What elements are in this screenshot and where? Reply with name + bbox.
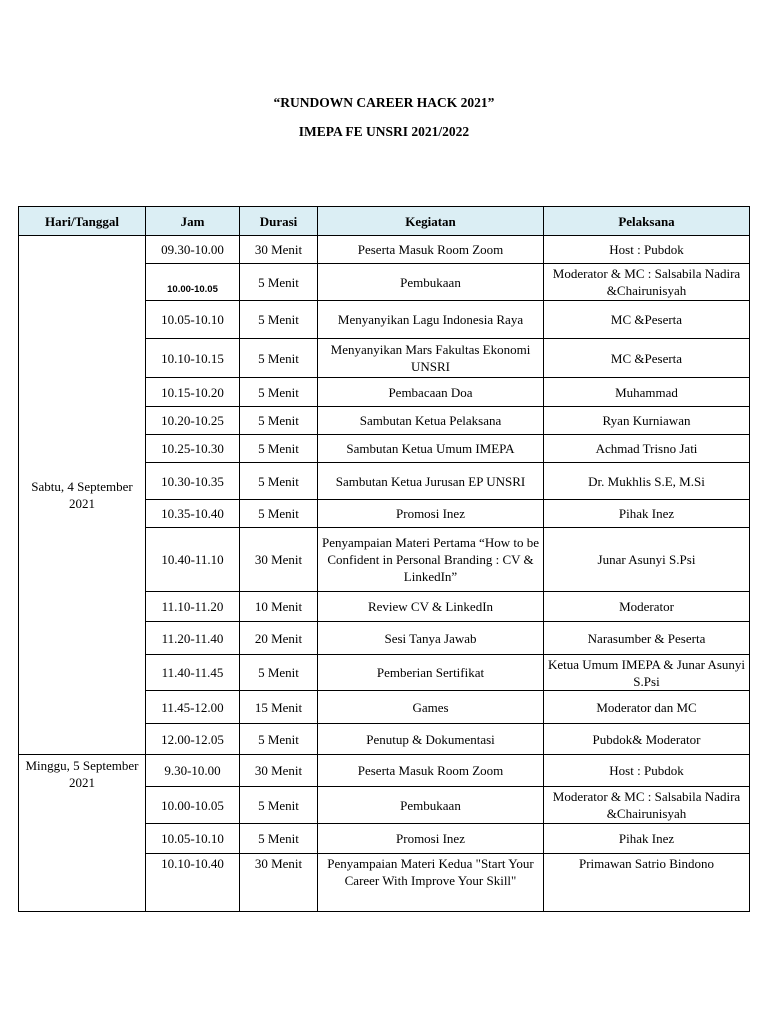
durasi-cell: 30 Menit xyxy=(240,528,318,592)
durasi-cell: 5 Menit xyxy=(240,378,318,407)
durasi-cell: 5 Menit xyxy=(240,407,318,435)
pelaksana-cell: Ketua Umum IMEPA & Junar Asunyi S.Psi xyxy=(544,655,750,691)
kegiatan-cell: Pembukaan xyxy=(318,787,544,824)
kegiatan-cell: Menyanyikan Lagu Indonesia Raya xyxy=(318,301,544,339)
durasi-cell: 5 Menit xyxy=(240,301,318,339)
durasi-cell: 5 Menit xyxy=(240,463,318,500)
jam-cell: 12.00-12.05 xyxy=(146,724,240,755)
kegiatan-cell: Sambutan Ketua Umum IMEPA xyxy=(318,435,544,463)
durasi-cell: 5 Menit xyxy=(240,339,318,378)
date-cell: Minggu, 5 September 2021 xyxy=(19,755,146,912)
pelaksana-cell: Junar Asunyi S.Psi xyxy=(544,528,750,592)
jam-cell: 09.30-10.00 xyxy=(146,236,240,264)
kegiatan-cell: Penyampaian Materi Kedua "Start Your Career With Improve Your Skill" xyxy=(318,854,544,912)
jam-text: 10.00-10.05 xyxy=(167,283,218,295)
pelaksana-cell: Host : Pubdok xyxy=(544,236,750,264)
jam-cell: 10.05-10.10 xyxy=(146,824,240,854)
pelaksana-cell: Achmad Trisno Jati xyxy=(544,435,750,463)
column-header-hari-tanggal: Hari/Tanggal xyxy=(19,207,146,236)
pelaksana-cell: Narasumber & Peserta xyxy=(544,622,750,655)
table-row xyxy=(19,236,750,264)
durasi-cell: 30 Menit xyxy=(240,236,318,264)
durasi-cell: 5 Menit xyxy=(240,500,318,528)
jam-cell: 11.10-11.20 xyxy=(146,592,240,622)
durasi-cell: 5 Menit xyxy=(240,264,318,301)
jam-cell: 10.25-10.30 xyxy=(146,435,240,463)
kegiatan-cell: Pemberian Sertifikat xyxy=(318,655,544,691)
table-header-row xyxy=(19,207,750,236)
pelaksana-cell: Moderator & MC : Salsabila Nadira &Chairunisyah xyxy=(544,264,750,301)
kegiatan-cell: Peserta Masuk Room Zoom xyxy=(318,236,544,264)
kegiatan-cell: Sambutan Ketua Pelaksana xyxy=(318,407,544,435)
document-title: “RUNDOWN CAREER HACK 2021” xyxy=(273,95,495,110)
pelaksana-cell: MC &Peserta xyxy=(544,301,750,339)
pelaksana-cell: Pihak Inez xyxy=(544,824,750,854)
document-subtitle: IMEPA FE UNSRI 2021/2022 xyxy=(298,124,470,139)
jam-cell: 10.00-10.05 xyxy=(146,787,240,824)
column-header-pelaksana: Pelaksana xyxy=(544,207,750,236)
pelaksana-cell: Dr. Mukhlis S.E, M.Si xyxy=(544,463,750,500)
durasi-cell: 5 Menit xyxy=(240,824,318,854)
durasi-cell: 5 Menit xyxy=(240,655,318,691)
kegiatan-cell: Games xyxy=(318,691,544,724)
jam-cell: 10.40-11.10 xyxy=(146,528,240,592)
pelaksana-cell: Ryan Kurniawan xyxy=(544,407,750,435)
rundown-table xyxy=(18,206,750,912)
durasi-cell: 5 Menit xyxy=(240,724,318,755)
jam-cell: 11.20-11.40 xyxy=(146,622,240,655)
kegiatan-cell: Review CV & LinkedIn xyxy=(318,592,544,622)
jam-cell xyxy=(146,264,240,301)
kegiatan-cell: Promosi Inez xyxy=(318,500,544,528)
kegiatan-cell: Pembukaan xyxy=(318,264,544,301)
durasi-cell: 20 Menit xyxy=(240,622,318,655)
kegiatan-cell: Menyanyikan Mars Fakultas Ekonomi UNSRI xyxy=(318,339,544,378)
pelaksana-cell: MC &Peserta xyxy=(544,339,750,378)
kegiatan-cell: Sambutan Ketua Jurusan EP UNSRI xyxy=(318,463,544,500)
jam-cell: 10.30-10.35 xyxy=(146,463,240,500)
jam-cell: 10.05-10.10 xyxy=(146,301,240,339)
pelaksana-cell: Pubdok& Moderator xyxy=(544,724,750,755)
jam-cell: 10.10-10.15 xyxy=(146,339,240,378)
jam-cell: 11.45-12.00 xyxy=(146,691,240,724)
durasi-cell: 30 Menit xyxy=(240,755,318,787)
durasi-cell: 5 Menit xyxy=(240,787,318,824)
kegiatan-cell: Penyampaian Materi Pertama “How to be Confident in Personal Branding : CV & LinkedIn” xyxy=(318,528,544,592)
durasi-cell: 5 Menit xyxy=(240,435,318,463)
kegiatan-cell: Promosi Inez xyxy=(318,824,544,854)
kegiatan-cell: Penutup & Dokumentasi xyxy=(318,724,544,755)
pelaksana-cell: Pihak Inez xyxy=(544,500,750,528)
jam-cell: 10.35-10.40 xyxy=(146,500,240,528)
jam-cell: 9.30-10.00 xyxy=(146,755,240,787)
jam-cell: 10.20-10.25 xyxy=(146,407,240,435)
durasi-cell: 10 Menit xyxy=(240,592,318,622)
column-header-jam: Jam xyxy=(146,207,240,236)
pelaksana-cell: Host : Pubdok xyxy=(544,755,750,787)
kegiatan-cell: Pembacaan Doa xyxy=(318,378,544,407)
pelaksana-cell: Muhammad xyxy=(544,378,750,407)
column-header-durasi: Durasi xyxy=(240,207,318,236)
jam-cell: 11.40-11.45 xyxy=(146,655,240,691)
durasi-cell: 15 Menit xyxy=(240,691,318,724)
pelaksana-cell: Moderator & MC : Salsabila Nadira &Chairunisyah xyxy=(544,787,750,824)
date-cell: Sabtu, 4 September 2021 xyxy=(19,236,146,755)
column-header-kegiatan: Kegiatan xyxy=(318,207,544,236)
table-row xyxy=(19,755,750,787)
jam-cell: 10.10-10.40 xyxy=(146,854,240,912)
pelaksana-cell: Primawan Satrio Bindono xyxy=(544,854,750,912)
pelaksana-cell: Moderator xyxy=(544,592,750,622)
kegiatan-cell: Peserta Masuk Room Zoom xyxy=(318,755,544,787)
jam-cell: 10.15-10.20 xyxy=(146,378,240,407)
pelaksana-cell: Moderator dan MC xyxy=(544,691,750,724)
durasi-cell: 30 Menit xyxy=(240,854,318,912)
kegiatan-cell: Sesi Tanya Jawab xyxy=(318,622,544,655)
